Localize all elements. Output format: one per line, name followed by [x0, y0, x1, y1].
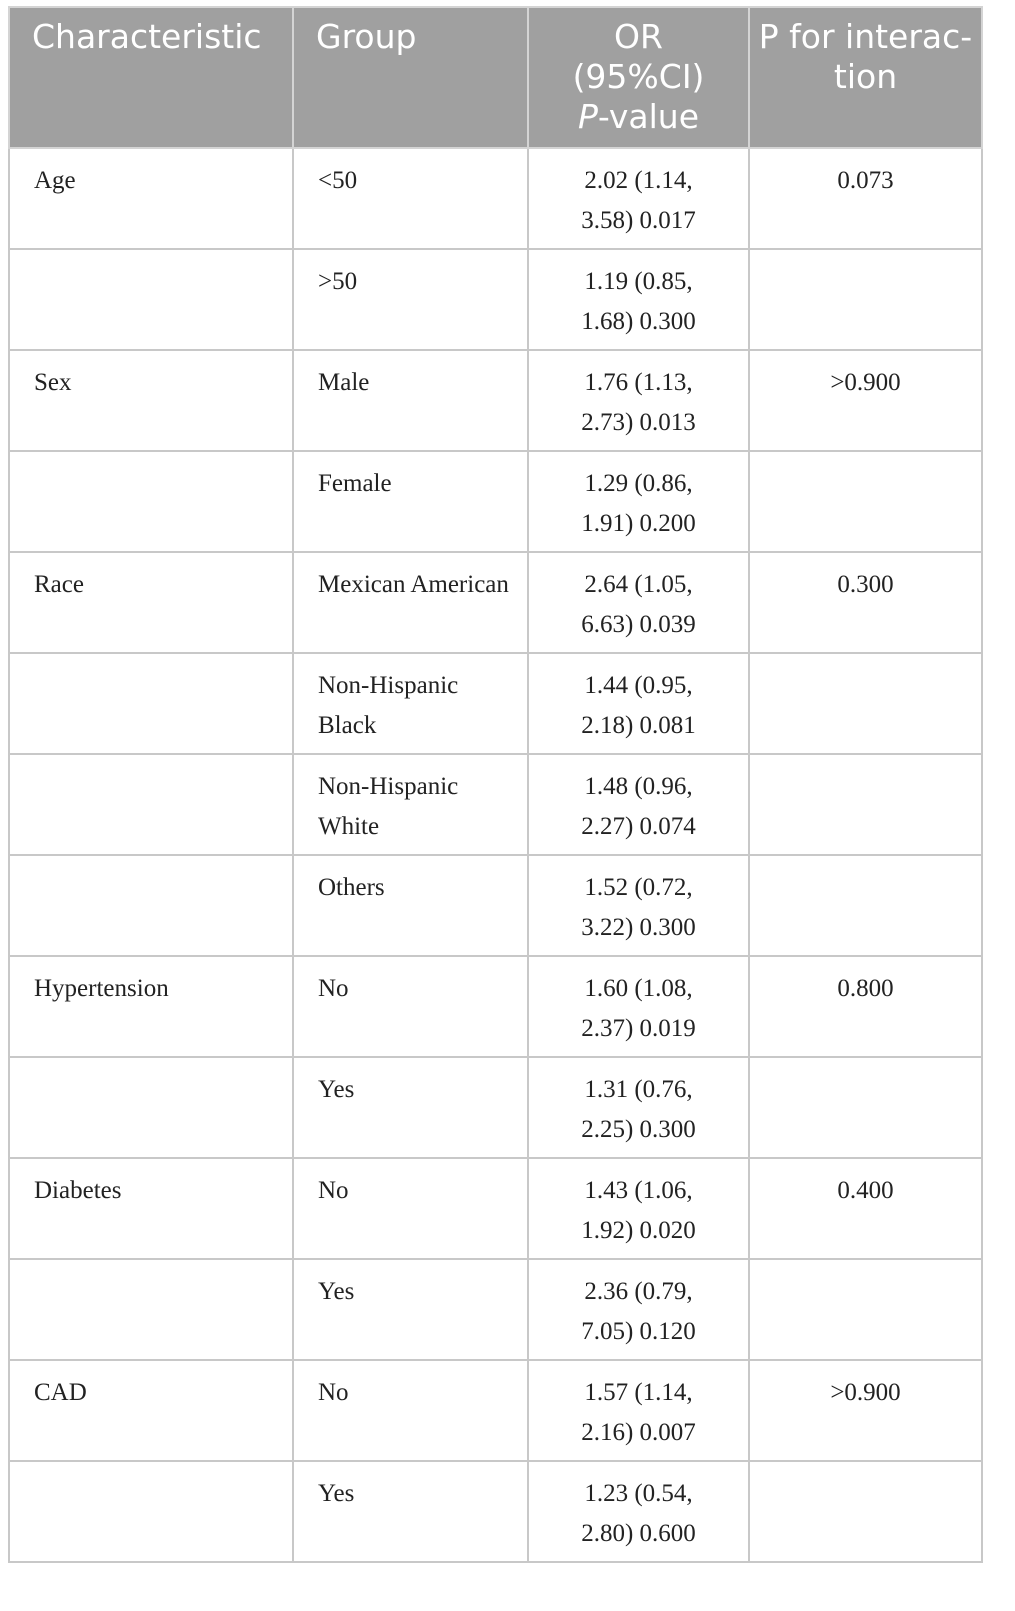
cell-group: <50 [293, 148, 528, 249]
cell-characteristic [9, 1057, 293, 1158]
cell-group: Yes [293, 1259, 528, 1360]
cell-p-interaction: 0.800 [749, 956, 982, 1057]
cell-or: 1.29 (0.86, 1.91) 0.200 [528, 451, 749, 552]
cell-group: No [293, 956, 528, 1057]
cell-characteristic: CAD [9, 1360, 293, 1461]
subgroup-table [8, 6, 983, 1563]
cell-group: No [293, 1360, 528, 1461]
table-row [9, 956, 982, 1057]
table-row [9, 350, 982, 451]
cell-group: Others [293, 855, 528, 956]
cell-characteristic: Sex [9, 350, 293, 451]
cell-group: Male [293, 350, 528, 451]
cell-p-interaction [749, 754, 982, 855]
table-row [9, 1057, 982, 1158]
cell-or: 1.76 (1.13, 2.73) 0.013 [528, 350, 749, 451]
cell-p-interaction [749, 451, 982, 552]
cell-p-interaction [749, 1461, 982, 1562]
cell-characteristic [9, 1259, 293, 1360]
table-row [9, 148, 982, 249]
header-p-interaction: P for interac-tion [749, 7, 982, 148]
table-row [9, 249, 982, 350]
cell-or: 1.44 (0.95, 2.18) 0.081 [528, 653, 749, 754]
table-row [9, 552, 982, 653]
table-row [9, 1461, 982, 1562]
cell-characteristic: Hypertension [9, 956, 293, 1057]
cell-or: 1.60 (1.08, 2.37) 0.019 [528, 956, 749, 1057]
cell-or: 2.64 (1.05, 6.63) 0.039 [528, 552, 749, 653]
table-row [9, 1259, 982, 1360]
cell-group: Female [293, 451, 528, 552]
cell-p-interaction: >0.900 [749, 350, 982, 451]
cell-characteristic [9, 1461, 293, 1562]
cell-characteristic: Race [9, 552, 293, 653]
header-or [528, 7, 749, 148]
cell-or: 1.31 (0.76, 2.25) 0.300 [528, 1057, 749, 1158]
header-or-line2: (95%CI) [572, 57, 705, 96]
cell-group: Yes [293, 1057, 528, 1158]
cell-p-interaction: >0.900 [749, 1360, 982, 1461]
table-row [9, 451, 982, 552]
cell-p-interaction [749, 249, 982, 350]
cell-p-interaction [749, 855, 982, 956]
cell-characteristic [9, 451, 293, 552]
table-row [9, 855, 982, 956]
cell-group: Mexican American [293, 552, 528, 653]
cell-or: 1.52 (0.72, 3.22) 0.300 [528, 855, 749, 956]
table-row [9, 1158, 982, 1259]
header-or-p: P [577, 97, 598, 136]
cell-characteristic: Diabetes [9, 1158, 293, 1259]
cell-or: 2.36 (0.79, 7.05) 0.120 [528, 1259, 749, 1360]
cell-or: 1.57 (1.14, 2.16) 0.007 [528, 1360, 749, 1461]
table-row [9, 1360, 982, 1461]
cell-characteristic: Age [9, 148, 293, 249]
cell-p-interaction [749, 1057, 982, 1158]
cell-group: Non-Hispanic White [293, 754, 528, 855]
header-characteristic: Characteristic [9, 7, 293, 148]
cell-group: Yes [293, 1461, 528, 1562]
cell-group: >50 [293, 249, 528, 350]
cell-p-interaction [749, 653, 982, 754]
cell-p-interaction [749, 1259, 982, 1360]
cell-p-interaction: 0.400 [749, 1158, 982, 1259]
cell-characteristic [9, 653, 293, 754]
cell-p-interaction: 0.073 [749, 148, 982, 249]
cell-or: 2.02 (1.14, 3.58) 0.017 [528, 148, 749, 249]
header-row [9, 7, 982, 148]
cell-p-interaction: 0.300 [749, 552, 982, 653]
header-group: Group [293, 7, 528, 148]
cell-or: 1.23 (0.54, 2.80) 0.600 [528, 1461, 749, 1562]
cell-or: 1.48 (0.96, 2.27) 0.074 [528, 754, 749, 855]
cell-or: 1.19 (0.85, 1.68) 0.300 [528, 249, 749, 350]
cell-group: Non-Hispanic Black [293, 653, 528, 754]
table-row [9, 653, 982, 754]
cell-group: No [293, 1158, 528, 1259]
header-or-line1: OR [614, 17, 663, 56]
table-row [9, 754, 982, 855]
cell-characteristic [9, 754, 293, 855]
cell-or: 1.43 (1.06, 1.92) 0.020 [528, 1158, 749, 1259]
cell-characteristic [9, 249, 293, 350]
header-or-value: -value [597, 97, 700, 136]
cell-characteristic [9, 855, 293, 956]
